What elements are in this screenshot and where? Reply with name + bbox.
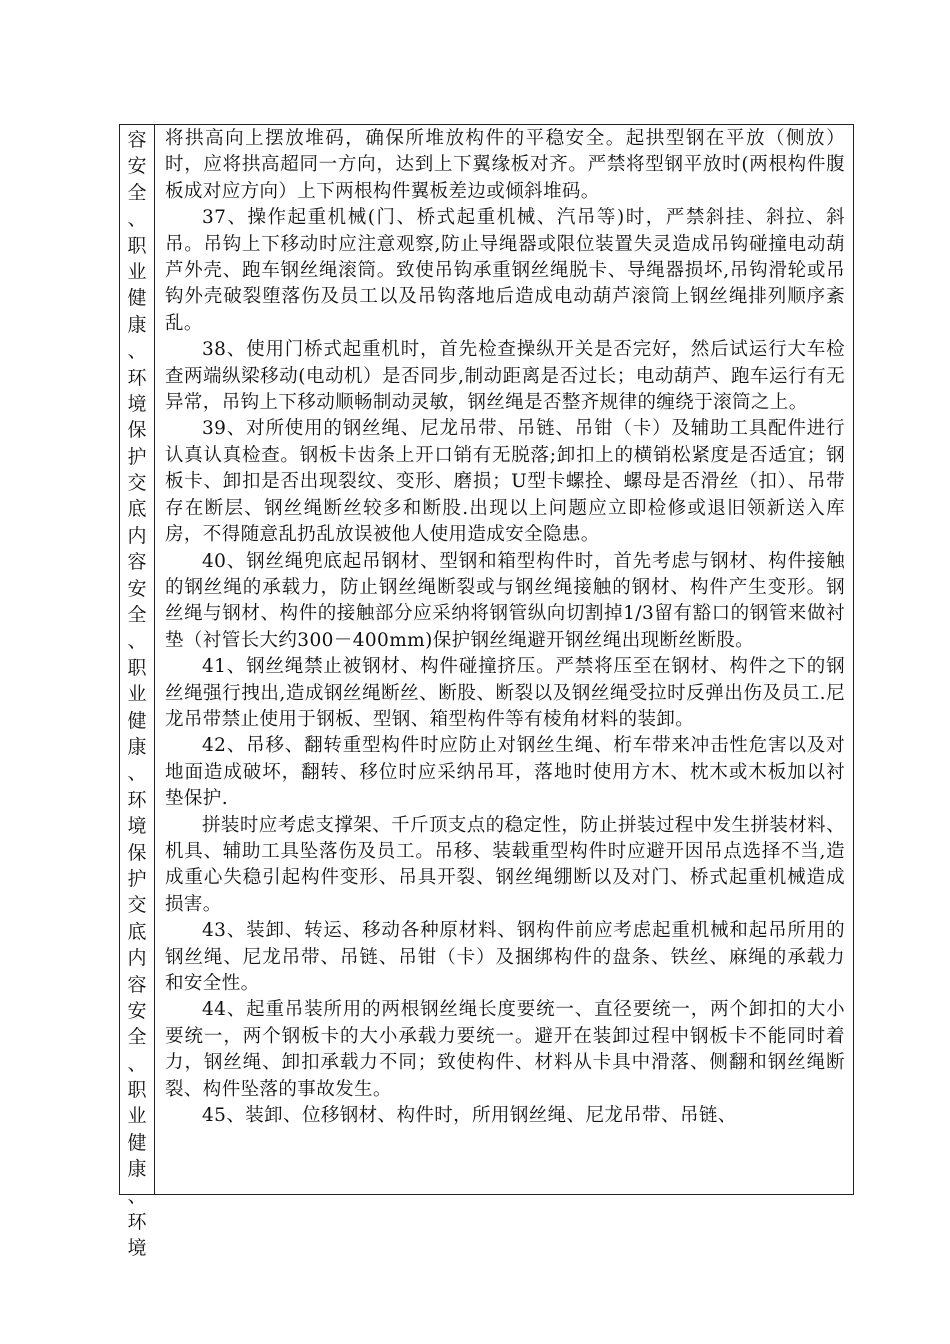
left-column-char: 、	[127, 340, 147, 363]
left-column-char: 容	[127, 129, 147, 151]
left-column-char: 业	[127, 1105, 147, 1128]
left-column-char: 保	[127, 841, 147, 864]
left-column-char: 容	[127, 551, 147, 574]
document-table	[119, 124, 854, 1260]
left-column-char: 、	[127, 1052, 147, 1075]
paragraph-assembly: 拼装时应考虑支撑架、千斤顶支点的稳定性，防止拼装过程中发生拼装材料、机具、辅助工具坠落伤及员工。吊移、装载重型构件时应避开因吊点选择不当,造成重心失稳引起构件变形、吊具开裂、钢丝绳绷断以及对门、桥式起重机械造成损害。	[165, 814, 845, 915]
left-column-char: 、	[127, 208, 147, 231]
paragraph-39: 39、对所使用的钢丝绳、尼龙吊带、吊链、吊钳（卡）及辅助工具配件进行认真认真检查。钢板卡齿条上开口销有无脱落;卸扣上的横销松紧度是否适宜；钢板卡、卸扣是否出现裂纹、变形、磨损；U型卡螺拴、螺母是否滑丝（扣）、吊带存在断层、钢丝绳断丝较多和断股.出现以上问题应立即检修或退旧领新送入库房，不得随意乱扔乱放误被他人使用造成安全隐患。	[165, 418, 845, 546]
left-column-char: 交	[127, 894, 147, 917]
paragraph-40: 40、钢丝绳兜底起吊钢材、型钢和箱型构件时，首先考虑与钢材、构件接触的钢丝绳的承载力，防止钢丝绳断裂或与钢丝绳接触的钢材、构件产生变形。钢丝绳与钢材、构件的接触部分应采纳将钢管纵向切割掉1/3留有豁口的钢管来做衬垫（衬管长大约300－400mm)保护钢丝绳避开钢丝绳出现断丝断股。	[165, 550, 845, 651]
left-column-char: 安	[127, 999, 147, 1022]
paragraph-37: 37、操作起重机械(门、桥式起重机械、汽吊等)时，严禁斜挂、斜拉、斜吊。吊钩上下移动时应注意观察,防止导绳器或限位装置失灵造成吊钩碰撞电动葫芦外壳、跑车钢丝绳滚筒。致使吊钩承重钢丝绳脱卡、导绳器损坏,吊钩滑轮或吊钩外壳破裂堕落伤及员工以及吊钩落地后造成电动葫芦滚筒上钢丝绳排列顺序紊乱。	[165, 207, 845, 334]
left-column-char: 安	[127, 577, 147, 600]
left-column-char: 护	[127, 445, 147, 468]
left-column-char: 、	[127, 1184, 147, 1207]
content-cell	[155, 125, 853, 1194]
paragraph-continued: 将拱高向上摆放堆码，确保所堆放构件的平稳安全。起拱型钢在平放（侧放）时，应将拱高超同一方向，达到上下翼缘板对齐。严禁将型钢平放时(两根构件腹板成对应方向）上下两根构件翼板差边或倾斜堆码。	[165, 128, 845, 202]
left-column-char: 康	[127, 1158, 147, 1181]
left-column-char: 、	[127, 630, 147, 653]
paragraph-38: 38、使用门桥式起重机时，首先检查操纵开关是否完好，然后试运行大车检查两端纵梁移动(电动机）是否同步,制动距离是否过长；电动葫芦、跑车运行有无异常，吊钩上下移动顺畅制动灵敏，钢丝绳是否整齐规律的缠绕于滚筒之上。	[165, 339, 845, 414]
left-column-char: 全	[127, 604, 147, 627]
left-column-char: 、	[127, 762, 147, 785]
left-column-char: 环	[127, 366, 147, 389]
left-column-char: 健	[127, 287, 147, 310]
left-column-char: 交	[127, 472, 147, 495]
left-column-char: 全	[127, 1026, 147, 1049]
left-column-char: 底	[127, 498, 147, 521]
left-column-char: 业	[127, 260, 147, 283]
paragraph-43: 43、装卸、转运、移动各种原材料、钢构件前应考虑起重机械和起吊所用的钢丝绳、尼龙吊带、吊链、吊钳（卡）及捆绑构件的盘条、铁丝、麻绳的承载力和安全性。	[165, 920, 845, 994]
left-column-char: 职	[127, 234, 147, 257]
left-column-char: 健	[127, 1131, 147, 1154]
left-column-char: 环	[127, 788, 147, 811]
left-column-char: 康	[127, 313, 147, 336]
paragraph-41: 41、钢丝绳禁止被钢材、构件碰撞挤压。严禁将压至在钢材、构件之下的钢丝绳强行拽出,造成钢丝绳断丝、断股、断裂以及钢丝绳受拉时反弹出伤及员工.尼龙吊带禁止使用于钢板、型钢、箱型构件等有棱角材料的装卸。	[165, 656, 845, 730]
left-column-char: 境	[127, 1237, 147, 1260]
left-column-char: 保	[127, 419, 147, 442]
left-column-char: 安	[127, 155, 147, 178]
left-column-char: 容	[127, 973, 147, 996]
left-column-char: 内	[127, 947, 147, 970]
left-column-header	[120, 125, 155, 1260]
paragraph-45: 45、装卸、位移钢材、构件时，所用钢丝绳、尼龙吊带、吊链、	[202, 1105, 737, 1127]
left-column-char: 底	[127, 920, 147, 943]
left-column-char: 业	[127, 683, 147, 706]
left-column-char: 职	[127, 1079, 147, 1102]
left-column-char: 全	[127, 181, 147, 204]
left-column-char: 健	[127, 709, 147, 732]
left-column-char: 职	[127, 656, 147, 679]
left-column-char: 康	[127, 735, 147, 758]
left-column-char: 内	[127, 524, 147, 547]
left-column-char: 环	[127, 1211, 147, 1234]
left-column-char: 境	[127, 815, 147, 838]
paragraph-42: 42、吊移、翻转重型构件时应防止对钢丝生绳、桁车带来冲击性危害以及对地面造成破坏，翻转、移位时应采纳吊耳，落地时使用方木、枕木或木板加以衬垫保护.	[165, 735, 845, 810]
paragraph-44: 44、起重吊装所用的两根钢丝绳长度要统一、直径要统一，两个卸扣的大小要统一，两个钢板卡的大小承载力要统一。避开在装卸过程中钢板卡不能同时着力，钢丝绳、卸扣承载力不同；致使构件、材料从卡具中滑落、侧翻和钢丝绳断裂、构件坠落的事故发生。	[165, 999, 845, 1100]
left-column-char: 境	[127, 392, 147, 415]
left-column-char: 护	[127, 867, 147, 890]
